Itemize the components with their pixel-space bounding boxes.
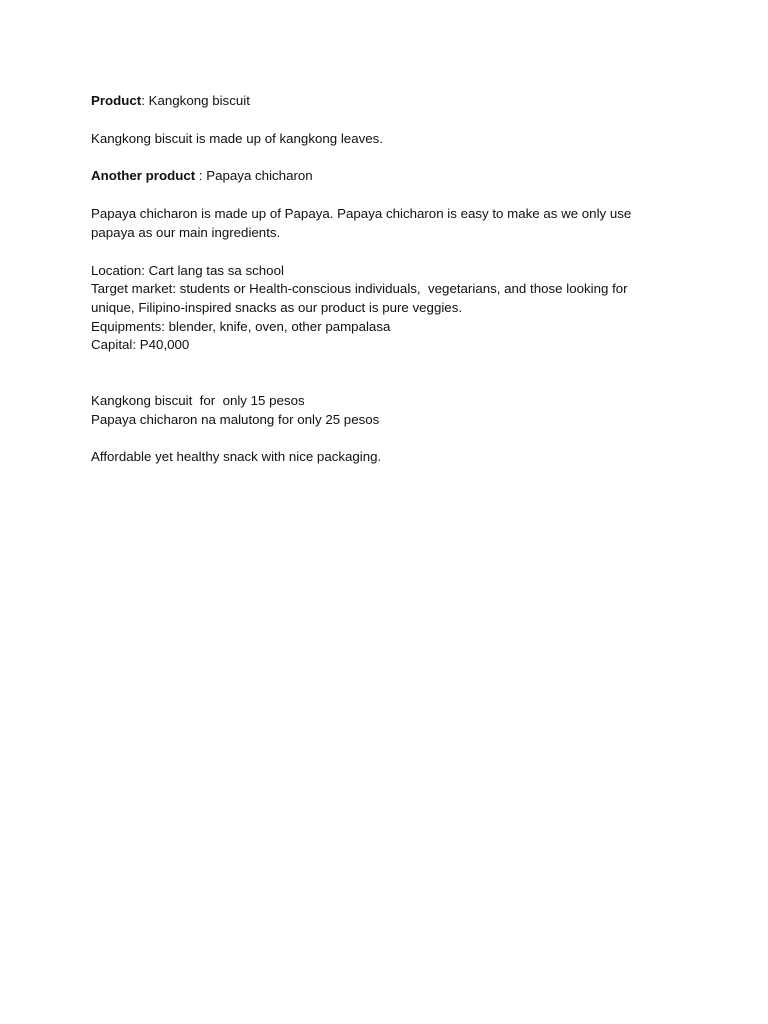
another-product-line: [91, 167, 681, 186]
business-details: [91, 262, 681, 356]
papaya-description-line-2: papaya as our main ingredients.: [91, 224, 281, 240]
papaya-description-line-1: Papaya chicharon is made up of Papaya. Papaya chicharon is easy to make as we only use: [91, 206, 632, 222]
target-market-line-1: Target market: students or Health-conscious individuals, vegetarians, and those looking for: [91, 281, 628, 297]
location-line: Location: Cart lang tas sa school: [91, 262, 284, 278]
product-line: [91, 92, 681, 111]
papaya-description: [91, 205, 681, 242]
capital-line: Capital: P40,000: [91, 337, 190, 353]
price-biscuit: Kangkong biscuit for only 15 pesos: [91, 393, 305, 409]
pricing: [91, 392, 681, 429]
another-product-value: : Papaya chicharon: [195, 168, 313, 184]
product-label: Product: [91, 93, 142, 108]
equipments-line: Equipments: blender, knife, oven, other pampalasa: [91, 318, 391, 334]
product-value: : Kangkong biscuit: [141, 93, 250, 108]
product-description: Kangkong biscuit is made up of kangkong leaves.: [91, 130, 383, 146]
tagline: Affordable yet healthy snack with nice packaging.: [91, 449, 382, 465]
document-body: [91, 92, 681, 486]
another-product-label: Another product: [91, 168, 196, 184]
price-chicharon: Papaya chicharon na malutong for only 25 pesos: [91, 411, 380, 427]
target-market-line-2: unique, Filipino-inspired snacks as our product is pure veggies.: [91, 299, 463, 315]
